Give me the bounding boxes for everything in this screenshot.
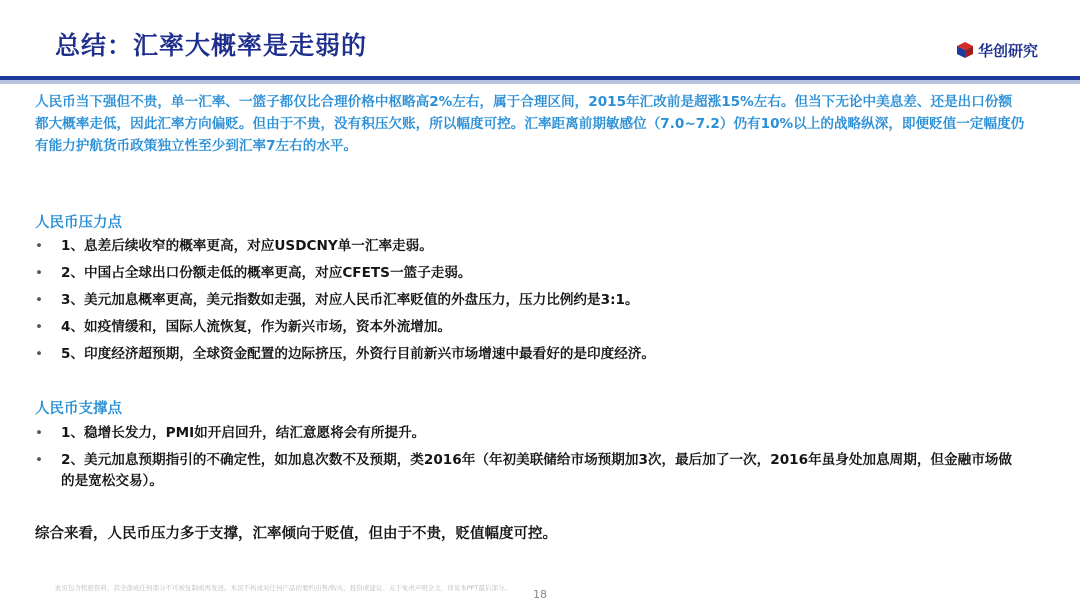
bullet-icon: •: [35, 425, 44, 441]
list-item: [35, 290, 1035, 311]
list-item: [35, 236, 1035, 257]
list-item-text: 3、美元加息概率更高，美元指数如走强，对应人民币汇率贬值的外盘压力，压力比例约是3:1。: [61, 292, 639, 308]
list-item-text: 2、中国占全球出口份额走低的概率更高，对应CFETS一篮子走弱。: [61, 265, 472, 281]
summary-line: 综合来看，人民币压力多于支撑，汇率倾向于贬值，但由于不贵，贬值幅度可控。: [35, 526, 557, 542]
list-item: [35, 317, 1035, 338]
page-number: 18: [533, 588, 547, 601]
list-item-text: 4、如疫情缓和，国际人流恢复，作为新兴市场，资本外流增加。: [61, 319, 452, 335]
list-item: [35, 263, 1035, 284]
intro-paragraph: 人民币当下强但不贵，单一汇率、一篮子都仅比合理价格中枢略高2%左右，属于合理区间，2015年汇改前是超涨15%左右。但当下无论中美息差、还是出口份额都大概率走低，因此汇率方向偏贬。但由于不贵，没有积压欠账，所以幅度可控。汇率距离前期敏感位（7.0~7.2）仍有10%以上的战略纵深，即便贬值一定幅度仍有能力护航货币政策独立性至少到汇率7左右的水平。: [35, 94, 1025, 154]
logo-mark-icon: [956, 41, 974, 59]
list-item: [35, 450, 1025, 492]
pressure-list: [35, 236, 1035, 365]
bullet-icon: •: [35, 319, 44, 335]
company-logo: [956, 39, 1038, 61]
bullet-icon: •: [35, 346, 44, 362]
list-item-text: 1、稳增长发力，PMI如开启回升，结汇意愿将会有所提升。: [61, 425, 426, 441]
slide-title: 总结：汇率大概率是走弱的: [55, 31, 368, 60]
list-item: [35, 344, 1035, 365]
support-heading: 人民币支撑点: [35, 401, 122, 417]
list-item-text: 2、美元加息预期指引的不确定性，如加息次数不及预期，类2016年（年初美联储给市场预期加3次，最后加了一次，2016年虽身处加息周期，但金融市场做的是宽松交易）。: [61, 452, 1012, 489]
footer-disclaimer: 此页包含机密资料，其全部或任何部分不可被复制或再发送。本页不构成对任何产品的要约出售/购买、投资或建议。关于免责声明全文，详见本PPT最后部分。: [55, 584, 511, 592]
slide-header: [0, 0, 1080, 82]
logo-text: 华创研究: [978, 41, 1039, 60]
bullet-icon: •: [35, 452, 44, 468]
bullet-icon: •: [35, 292, 44, 308]
bullet-icon: •: [35, 265, 44, 281]
pressure-heading: 人民币压力点: [35, 215, 122, 231]
list-item-text: 5、印度经济超预期，全球资金配置的边际挤压，外资行目前新兴市场增速中最看好的是印度经济。: [61, 346, 655, 362]
header-rule-shadow: [0, 80, 1080, 84]
list-item-text: 1、息差后续收窄的概率更高，对应USDCNY单一汇率走弱。: [61, 238, 433, 254]
list-item: [35, 423, 1025, 444]
support-list: [35, 423, 1025, 492]
bullet-icon: •: [35, 238, 44, 254]
